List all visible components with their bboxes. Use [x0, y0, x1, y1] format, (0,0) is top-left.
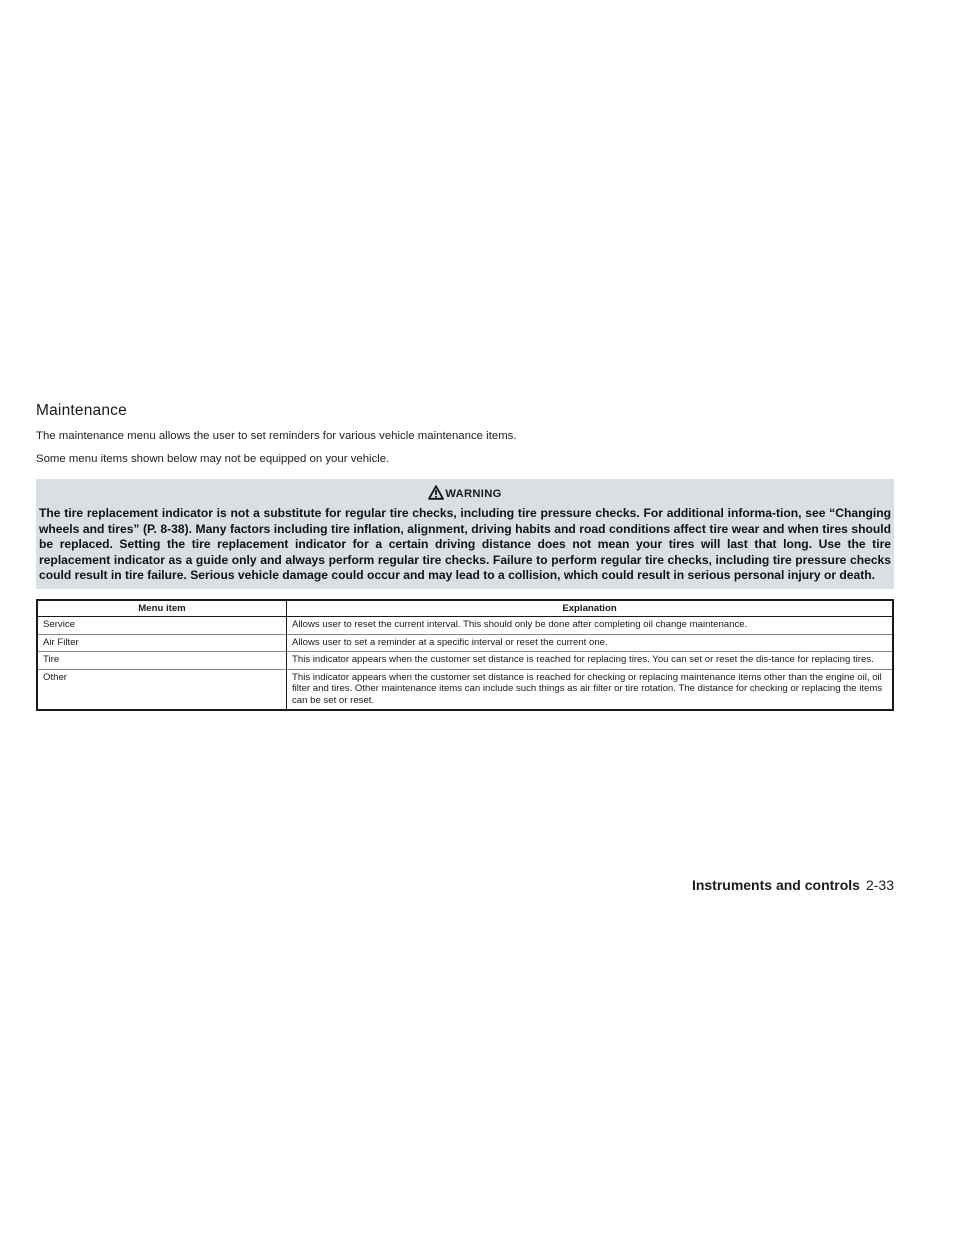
warning-triangle-icon — [428, 485, 444, 500]
menu-item-cell: Tire — [37, 652, 287, 670]
table-header-row — [37, 600, 893, 617]
menu-item-cell: Other — [37, 669, 287, 710]
section-title: Maintenance — [36, 402, 127, 419]
page-number: 2-33 — [865, 877, 894, 893]
page-footer — [692, 877, 894, 893]
maintenance-menu-table — [36, 599, 894, 712]
explanation-cell: Allows user to set a reminder at a specific interval or reset the current one. — [287, 634, 894, 652]
table-row — [37, 634, 893, 652]
chapter-title: Instruments and controls — [691, 877, 860, 893]
header-explanation: Explanation — [287, 600, 894, 617]
explanation-cell: This indicator appears when the customer set distance is reached for replacing tires. You can set or reset the dis-tance for replacing tires. — [287, 652, 894, 670]
equipment-note: Some menu items shown below may not be equipped on your vehicle. — [36, 453, 390, 465]
intro-paragraph: The maintenance menu allows the user to set reminders for various vehicle maintenance items. — [36, 430, 517, 442]
explanation-cell: This indicator appears when the customer set distance is reached for checking or replacing maintenance items other than the engine oil, oil filter and tires. Other maintenance items can include such things as air filter or tire rotation. The distance for checking or replacing the items can be set or reset. — [287, 669, 894, 710]
warning-text: The tire replacement indicator is not a substitute for regular tire checks, including tire pressure checks. For additional informa-tion, see “Changing wheels and tires” (P. 8-38). Many factors including tire inflation, alignment, driving habits and road conditions affect tire wear and when tires should be replaced. Setting the tire replacement indicator for a certain driving distance does not mean your tires will last that long. Use the tire replacement indicator as a guide only and always perform regular tire checks. Failure to perform regular tire checks, including tire pressure checks could result in tire failure. Serious vehicle damage could occur and may lead to a collision, which could result in serious personal injury or death. — [39, 506, 891, 582]
warning-heading: WARNING — [445, 488, 502, 500]
menu-item-cell: Air Filter — [37, 634, 287, 652]
explanation-cell: Allows user to reset the current interval. This should only be done after completing oil change maintenance. — [292, 619, 748, 630]
warning-box — [36, 479, 894, 589]
header-menu-item: Menu item — [37, 600, 287, 617]
table-row — [37, 652, 893, 670]
menu-item-cell: Service — [37, 617, 287, 635]
page-content — [36, 402, 894, 711]
table-row — [37, 669, 893, 710]
table-row — [37, 617, 893, 635]
warning-header — [39, 485, 891, 502]
